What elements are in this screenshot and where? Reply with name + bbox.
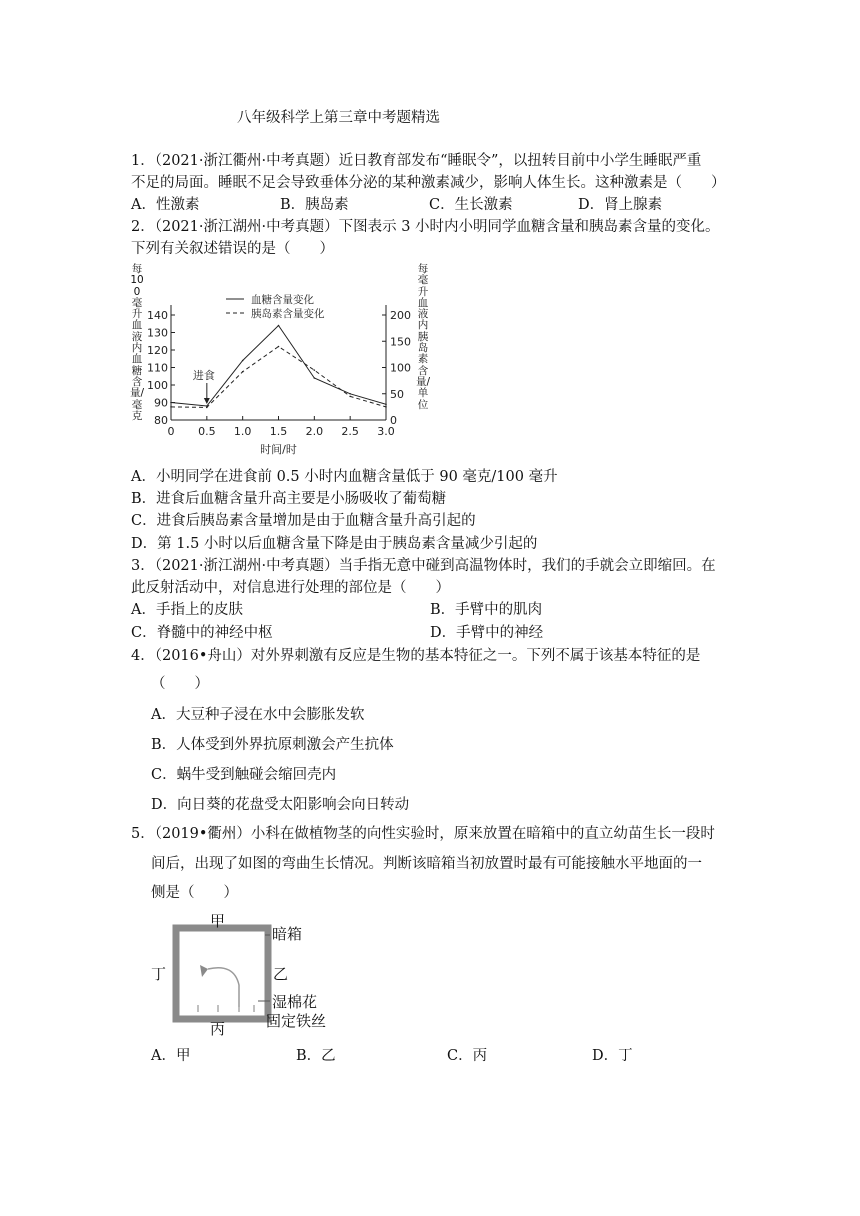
figure-label-top: 甲 bbox=[210, 912, 226, 930]
question-4-option-a: A．大豆种子浸在水中会膨胀发软 bbox=[151, 707, 365, 723]
y-left-tick-label: 90 bbox=[154, 396, 168, 410]
series-1-point bbox=[314, 377, 316, 379]
y-right-tick-label: 100 bbox=[390, 361, 411, 375]
series-line-1 bbox=[171, 326, 386, 407]
question-2-option-b: B．进食后血糖含量升高主要是小肠吸收了葡萄糖 bbox=[131, 491, 447, 507]
question-4-stem-line1: 4．（2016•舟山）对外界刺激有反应是生物的基本特征之一。下列不属于该基本特征的是 bbox=[131, 648, 701, 664]
question-1-stem-line1: 1．（2021·浙江衢州·中考真题）近日教育部发布“睡眠令”，以扭转目前中小学生睡眠严重 bbox=[131, 153, 702, 169]
y-left-tick-label: 100 bbox=[147, 379, 168, 392]
series-2-point bbox=[349, 396, 351, 398]
series-2-point bbox=[314, 369, 316, 371]
question-1-option-d: D．肾上腺素 bbox=[578, 197, 663, 213]
question-3-option-c: C．脊髓中的神经中枢 bbox=[131, 625, 273, 641]
chart-y-left-label: 每100毫升血液内血糖含量/毫克 bbox=[130, 263, 145, 422]
x-tick-label: 3.0 bbox=[377, 425, 395, 438]
series-2-point bbox=[206, 407, 208, 409]
figure-label-left: 丁 bbox=[151, 965, 167, 983]
question-5-option-c: C．丙 bbox=[447, 1048, 488, 1064]
series-1-point bbox=[242, 360, 244, 362]
question-2-option-a: A．小明同学在进食前 0.5 小时内血糖含量低于 90 毫克/100 毫升 bbox=[131, 469, 558, 485]
series-1-point bbox=[349, 393, 351, 395]
question-5-stem-line3: 侧是（ ） bbox=[151, 885, 238, 901]
x-tick-label: 0.5 bbox=[198, 425, 216, 438]
question-2-stem-line2: 下列有关叙述错误的是（ ） bbox=[131, 241, 334, 257]
x-tick-label: 1.5 bbox=[269, 425, 288, 438]
y-left-tick-label: 140 bbox=[147, 309, 168, 322]
question-3-stem-line2: 此反射活动中，对信息进行处理的部位是（ ） bbox=[131, 580, 450, 596]
dark-box-figure bbox=[148, 905, 388, 1040]
page-title: 八年级科学上第三章中考题精选 bbox=[237, 110, 440, 126]
chart-y-right-label: 每毫升血液内胰岛素含量/单位 bbox=[416, 263, 431, 411]
series-1-point bbox=[385, 403, 387, 405]
question-3-option-b: B．手臂中的肌肉 bbox=[430, 602, 543, 618]
question-3-stem-line1: 3．（2021·浙江湖州·中考真题）当手指无意中碰到高温物体时，我们的手就会立即缩回。在 bbox=[131, 558, 716, 574]
series-2-point bbox=[385, 406, 387, 408]
question-2-stem-line1: 2．（2021·浙江湖州·中考真题）下图表示 3 小时内小明同学血糖含量和胰岛素含量的变化。 bbox=[131, 219, 720, 235]
y-left-tick-label: 120 bbox=[147, 344, 168, 357]
series-2-point bbox=[170, 406, 172, 408]
question-3-option-a: A．手指上的皮肤 bbox=[131, 602, 243, 618]
y-left-tick-label: 80 bbox=[154, 414, 168, 427]
series-1-point bbox=[278, 325, 280, 327]
question-2-option-d: D．第 1.5 小时以后血糖含量下降是由于胰岛素含量减少引起的 bbox=[131, 536, 538, 552]
figure-label-bottom: 丙 bbox=[210, 1020, 226, 1038]
question-4-option-c: C．蜗牛受到触碰会缩回壳内 bbox=[151, 767, 337, 783]
series-1-point bbox=[170, 402, 172, 404]
series-2-point bbox=[278, 346, 280, 348]
legend-label-2: 胰岛素含量变化 bbox=[251, 308, 325, 320]
x-tick-label: 2.0 bbox=[305, 425, 324, 438]
question-5-stem-line1: 5．（2019•衢州）小科在做植物茎的向性实验时，原来放置在暗箱中的直立幼苗生长一段时 bbox=[131, 826, 715, 842]
figure-label-right: 乙 bbox=[273, 965, 289, 983]
y-right-tick-label: 150 bbox=[390, 335, 411, 349]
figure-label-iron-wire: 固定铁丝 bbox=[266, 1012, 327, 1030]
figure-label-wet-cotton: 湿棉花 bbox=[272, 993, 318, 1011]
question-1-option-b: B．胰岛素 bbox=[280, 197, 349, 213]
figure-label-dark-box: 暗箱 bbox=[272, 925, 303, 943]
question-5-stem-line2: 间后，出现了如图的弯曲生长情况。判断该暗箱当初放置时最有可能接触水平地面的一 bbox=[151, 856, 702, 872]
y-left-tick-label: 130 bbox=[147, 326, 168, 340]
x-tick-label: 0 bbox=[167, 425, 175, 438]
question-4-stem-line2: （ ） bbox=[151, 676, 209, 692]
x-tick-label: 1.0 bbox=[233, 425, 252, 438]
x-tick-label: 2.5 bbox=[341, 425, 359, 438]
question-4-option-d: D．向日葵的花盘受太阳影响会向日转动 bbox=[151, 797, 410, 813]
y-right-tick-label: 0 bbox=[390, 414, 397, 427]
legend-label-1: 血糖含量变化 bbox=[251, 294, 314, 306]
question-1-option-c: C．生长激素 bbox=[429, 197, 513, 213]
question-4-option-b: B．人体受到外界抗原刺激会产生抗体 bbox=[151, 737, 394, 753]
question-5-option-a: A．甲 bbox=[151, 1048, 191, 1064]
annotation-label: 进食 bbox=[192, 369, 215, 382]
question-1-stem-line2: 不足的局面。睡眠不足会导致垂体分泌的某种激素减少，影响人体生长。这种激素是（ ） bbox=[131, 175, 726, 191]
chart-svg bbox=[128, 262, 418, 460]
question-5-option-d: D．丁 bbox=[592, 1048, 633, 1064]
question-1-option-a: A．性激素 bbox=[131, 197, 200, 213]
y-left-tick-label: 110 bbox=[147, 361, 168, 375]
blood-sugar-insulin-chart bbox=[128, 262, 431, 460]
series-2-point bbox=[242, 371, 244, 373]
question-5-option-b: B．乙 bbox=[296, 1048, 336, 1064]
question-3-option-d: D．手臂中的神经 bbox=[430, 625, 544, 641]
y-right-tick-label: 200 bbox=[390, 309, 411, 322]
question-2-option-c: C．进食后胰岛素含量增加是由于血糖含量升高引起的 bbox=[131, 513, 476, 529]
x-axis-label: 时间/时 bbox=[260, 443, 297, 456]
y-right-tick-label: 50 bbox=[390, 387, 404, 401]
